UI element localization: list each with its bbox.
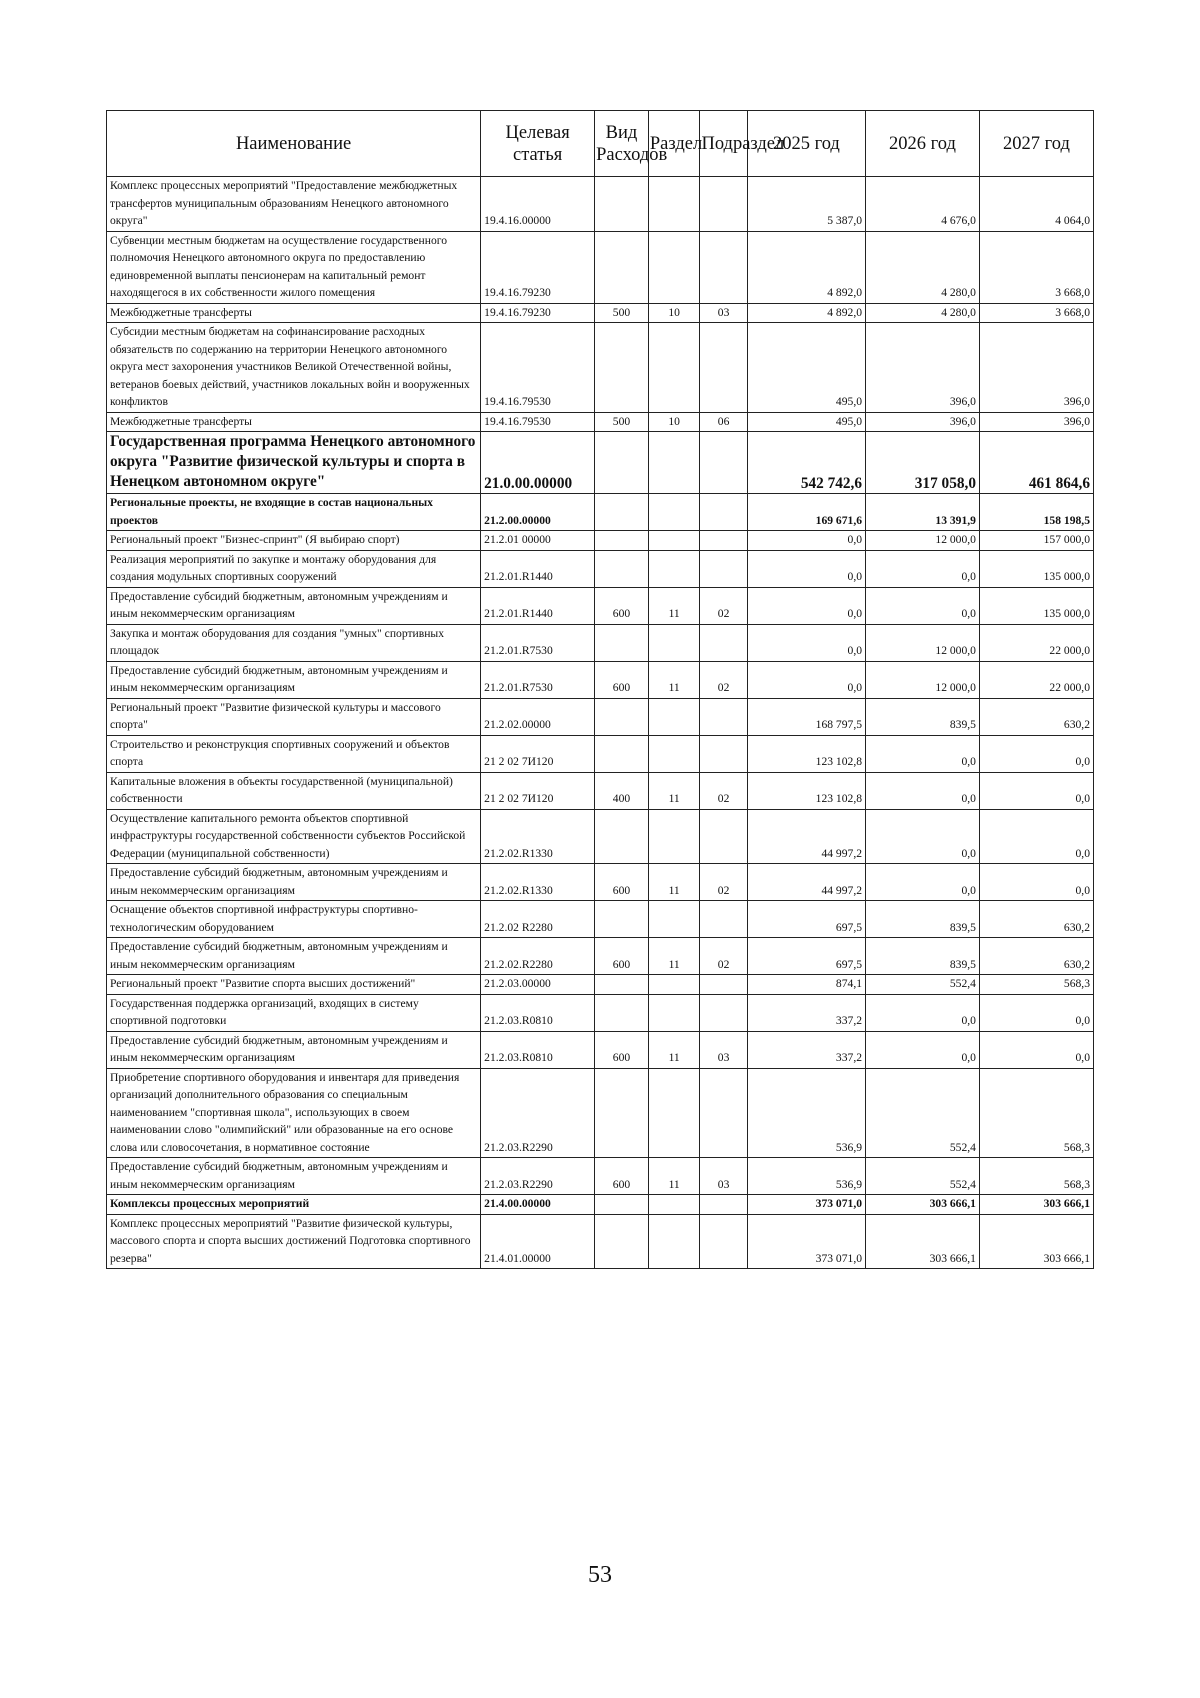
row-2027: 630,2 xyxy=(979,901,1093,938)
row-2025: 874,1 xyxy=(747,975,865,995)
row-podrazdel: 02 xyxy=(700,661,747,698)
row-2027: 568,3 xyxy=(979,1068,1093,1158)
row-2027: 396,0 xyxy=(979,323,1093,413)
row-2027: 135 000,0 xyxy=(979,550,1093,587)
row-razdel: 11 xyxy=(648,772,700,809)
row-2026: 12 000,0 xyxy=(866,661,980,698)
row-name: Капитальные вложения в объекты государственной (муниципальной) собственности xyxy=(107,772,481,809)
row-2026: 0,0 xyxy=(866,864,980,901)
row-2027: 630,2 xyxy=(979,938,1093,975)
row-razdel: 10 xyxy=(648,412,700,432)
row-code: 21.2.01.R1440 xyxy=(481,587,595,624)
row-2027: 630,2 xyxy=(979,698,1093,735)
table-row xyxy=(107,177,1094,232)
row-2027: 0,0 xyxy=(979,735,1093,772)
row-razdel xyxy=(648,698,700,735)
row-vid: 600 xyxy=(595,864,649,901)
row-podrazdel xyxy=(700,994,747,1031)
row-2025: 123 102,8 xyxy=(747,772,865,809)
row-name: Закупка и монтаж оборудования для создания "умных" спортивных площадок xyxy=(107,624,481,661)
row-2027: 303 666,1 xyxy=(979,1214,1093,1269)
row-vid: 400 xyxy=(595,772,649,809)
row-razdel xyxy=(648,1214,700,1269)
row-vid xyxy=(595,1195,649,1215)
row-podrazdel: 02 xyxy=(700,938,747,975)
row-code: 21.2.03.R2290 xyxy=(481,1158,595,1195)
row-vid xyxy=(595,975,649,995)
row-name: Предоставление субсидий бюджетным, автономным учреждениям и иным некоммерческим организациям xyxy=(107,1158,481,1195)
row-code: 21 2 02 7И120 xyxy=(481,735,595,772)
table-row xyxy=(107,432,1094,494)
header-target: Целевая статья xyxy=(481,111,595,177)
row-vid: 600 xyxy=(595,661,649,698)
row-2027: 158 198,5 xyxy=(979,494,1093,531)
row-podrazdel: 06 xyxy=(700,412,747,432)
row-code: 21.2.02.00000 xyxy=(481,698,595,735)
page-number: 53 xyxy=(588,1562,612,1588)
row-code: 21.2.02.R1330 xyxy=(481,809,595,864)
row-podrazdel: 03 xyxy=(700,1031,747,1068)
row-razdel xyxy=(648,531,700,551)
row-code: 19.4.16.79230 xyxy=(481,231,595,303)
table-row xyxy=(107,550,1094,587)
row-2026: 552,4 xyxy=(866,1158,980,1195)
table-header-row xyxy=(107,111,1094,177)
row-2026: 0,0 xyxy=(866,772,980,809)
row-2026: 317 058,0 xyxy=(866,432,980,494)
row-vid: 500 xyxy=(595,303,649,323)
row-razdel xyxy=(648,975,700,995)
row-name: Приобретение спортивного оборудования и инвентаря для приведения организаций дополнительного образования со специальным наименованием "спортивная школа", использующих в своем наименовании слово "олимпийский" или образованные на его основе слова или словосочетания, в нормативное состояние xyxy=(107,1068,481,1158)
row-podrazdel xyxy=(700,901,747,938)
row-code: 21.4.01.00000 xyxy=(481,1214,595,1269)
row-vid xyxy=(595,231,649,303)
row-code: 19.4.16.79230 xyxy=(481,303,595,323)
row-name: Субсидии местным бюджетам на софинансирование расходных обязательств по содержанию на территории Ненецкого автономного округа мест захоронения участников Великой Отечественной войны, ветеранов боевых действий, участников локальных войн и вооруженных конфликтов xyxy=(107,323,481,413)
row-2025: 5 387,0 xyxy=(747,177,865,232)
row-2027: 3 668,0 xyxy=(979,303,1093,323)
row-razdel xyxy=(648,1195,700,1215)
table-row xyxy=(107,735,1094,772)
row-name: Реализация мероприятий по закупке и монтажу оборудования для создания модульных спортивных сооружений xyxy=(107,550,481,587)
row-2026: 303 666,1 xyxy=(866,1214,980,1269)
header-vid: Вид Расходов xyxy=(595,111,649,177)
row-code: 21.2.03.R2290 xyxy=(481,1068,595,1158)
row-podrazdel xyxy=(700,231,747,303)
row-podrazdel xyxy=(700,494,747,531)
row-vid: 600 xyxy=(595,1158,649,1195)
row-2025: 542 742,6 xyxy=(747,432,865,494)
row-code: 21.2.01.R1440 xyxy=(481,550,595,587)
row-razdel: 11 xyxy=(648,864,700,901)
row-code: 21.0.00.00000 xyxy=(481,432,595,494)
row-razdel xyxy=(648,994,700,1031)
row-name: Комплекс процессных мероприятий "Предоставление межбюджетных трансфертов муниципальным образованиям Ненецкого автономного округа" xyxy=(107,177,481,232)
table-row xyxy=(107,809,1094,864)
table-row xyxy=(107,1214,1094,1269)
row-vid xyxy=(595,735,649,772)
row-name: Региональный проект "Бизнес-спринт" (Я выбираю спорт) xyxy=(107,531,481,551)
row-2027: 0,0 xyxy=(979,809,1093,864)
table-row xyxy=(107,1158,1094,1195)
row-vid xyxy=(595,624,649,661)
row-2025: 4 892,0 xyxy=(747,303,865,323)
row-2026: 0,0 xyxy=(866,1031,980,1068)
row-2027: 0,0 xyxy=(979,1031,1093,1068)
budget-table xyxy=(106,110,1094,1269)
row-2026: 4 676,0 xyxy=(866,177,980,232)
table-row xyxy=(107,494,1094,531)
header-2026: 2026 год xyxy=(866,111,980,177)
row-2025: 44 997,2 xyxy=(747,809,865,864)
row-2026: 839,5 xyxy=(866,698,980,735)
row-2027: 3 668,0 xyxy=(979,231,1093,303)
row-vid: 600 xyxy=(595,938,649,975)
table-row xyxy=(107,323,1094,413)
row-2026: 4 280,0 xyxy=(866,303,980,323)
row-2025: 337,2 xyxy=(747,1031,865,1068)
row-2025: 0,0 xyxy=(747,624,865,661)
row-razdel xyxy=(648,901,700,938)
row-2025: 536,9 xyxy=(747,1068,865,1158)
row-code: 21.2.03.R0810 xyxy=(481,994,595,1031)
row-2027: 396,0 xyxy=(979,412,1093,432)
row-razdel xyxy=(648,494,700,531)
row-code: 21.2.02 R2280 xyxy=(481,901,595,938)
header-name: Наименование xyxy=(107,111,481,177)
row-razdel xyxy=(648,231,700,303)
header-2027: 2027 год xyxy=(979,111,1093,177)
row-code: 21 2 02 7И120 xyxy=(481,772,595,809)
row-vid xyxy=(595,1214,649,1269)
row-name: Предоставление субсидий бюджетным, автономным учреждениям и иным некоммерческим организациям xyxy=(107,864,481,901)
table-row xyxy=(107,1031,1094,1068)
row-vid xyxy=(595,177,649,232)
row-name: Предоставление субсидий бюджетным, автономным учреждениям и иным некоммерческим организациям xyxy=(107,1031,481,1068)
row-razdel xyxy=(648,432,700,494)
table-row xyxy=(107,864,1094,901)
row-code: 19.4.16.00000 xyxy=(481,177,595,232)
table-row xyxy=(107,231,1094,303)
row-code: 21.2.03.00000 xyxy=(481,975,595,995)
row-2027: 22 000,0 xyxy=(979,624,1093,661)
row-vid: 600 xyxy=(595,587,649,624)
row-vid xyxy=(595,901,649,938)
row-name: Комплексы процессных мероприятий xyxy=(107,1195,481,1215)
row-podrazdel: 03 xyxy=(700,1158,747,1195)
row-2026: 13 391,9 xyxy=(866,494,980,531)
row-code: 19.4.16.79530 xyxy=(481,412,595,432)
row-vid xyxy=(595,432,649,494)
row-podrazdel xyxy=(700,323,747,413)
row-2025: 495,0 xyxy=(747,323,865,413)
row-vid xyxy=(595,994,649,1031)
row-code: 21.4.00.00000 xyxy=(481,1195,595,1215)
row-code: 21.2.01 00000 xyxy=(481,531,595,551)
table-row xyxy=(107,938,1094,975)
row-code: 19.4.16.79530 xyxy=(481,323,595,413)
row-podrazdel xyxy=(700,624,747,661)
row-2025: 0,0 xyxy=(747,531,865,551)
row-2027: 303 666,1 xyxy=(979,1195,1093,1215)
row-vid: 600 xyxy=(595,1031,649,1068)
row-name: Субвенции местным бюджетам на осуществление государственного полномочия Ненецкого автономного округа по предоставлению единовременной выплаты пенсионерам на капитальный ремонт находящегося в их собственности жилого помещения xyxy=(107,231,481,303)
table-row xyxy=(107,661,1094,698)
row-2025: 0,0 xyxy=(747,550,865,587)
row-2025: 0,0 xyxy=(747,661,865,698)
row-2025: 536,9 xyxy=(747,1158,865,1195)
row-2025: 0,0 xyxy=(747,587,865,624)
row-code: 21.2.03.R0810 xyxy=(481,1031,595,1068)
row-vid xyxy=(595,323,649,413)
row-name: Региональный проект "Развитие спорта высших достижений" xyxy=(107,975,481,995)
row-razdel xyxy=(648,550,700,587)
row-razdel: 11 xyxy=(648,1031,700,1068)
row-2027: 0,0 xyxy=(979,994,1093,1031)
row-2026: 396,0 xyxy=(866,323,980,413)
table-row xyxy=(107,1195,1094,1215)
row-2027: 157 000,0 xyxy=(979,531,1093,551)
table-row xyxy=(107,975,1094,995)
row-name: Межбюджетные трансферты xyxy=(107,412,481,432)
header-2025: 2025 год xyxy=(747,111,865,177)
row-2025: 4 892,0 xyxy=(747,231,865,303)
row-2026: 552,4 xyxy=(866,1068,980,1158)
row-2027: 568,3 xyxy=(979,975,1093,995)
table-row xyxy=(107,901,1094,938)
row-2025: 697,5 xyxy=(747,938,865,975)
row-podrazdel xyxy=(700,1068,747,1158)
row-name: Региональный проект "Развитие физической культуры и массового спорта" xyxy=(107,698,481,735)
row-vid: 500 xyxy=(595,412,649,432)
row-2026: 12 000,0 xyxy=(866,531,980,551)
row-podrazdel xyxy=(700,698,747,735)
row-podrazdel: 02 xyxy=(700,864,747,901)
row-code: 21.2.02.R1330 xyxy=(481,864,595,901)
row-podrazdel xyxy=(700,550,747,587)
row-name: Предоставление субсидий бюджетным, автономным учреждениям и иным некоммерческим организациям xyxy=(107,938,481,975)
row-podrazdel xyxy=(700,1195,747,1215)
row-name: Оснащение объектов спортивной инфраструктуры спортивно-технологическим оборудованием xyxy=(107,901,481,938)
row-2025: 373 071,0 xyxy=(747,1195,865,1215)
table-row xyxy=(107,587,1094,624)
row-2027: 568,3 xyxy=(979,1158,1093,1195)
row-code: 21.2.01.R7530 xyxy=(481,661,595,698)
row-podrazdel xyxy=(700,1214,747,1269)
row-podrazdel xyxy=(700,975,747,995)
row-2025: 123 102,8 xyxy=(747,735,865,772)
row-2026: 0,0 xyxy=(866,809,980,864)
row-razdel xyxy=(648,809,700,864)
row-2026: 12 000,0 xyxy=(866,624,980,661)
row-razdel: 11 xyxy=(648,661,700,698)
row-2026: 552,4 xyxy=(866,975,980,995)
row-2025: 697,5 xyxy=(747,901,865,938)
row-2026: 839,5 xyxy=(866,938,980,975)
row-razdel: 11 xyxy=(648,587,700,624)
row-name: Государственная программа Ненецкого автономного округа "Развитие физической культуры и спорта в Ненецком автономном округе" xyxy=(107,432,481,494)
row-razdel xyxy=(648,177,700,232)
row-2026: 303 666,1 xyxy=(866,1195,980,1215)
row-vid xyxy=(595,1068,649,1158)
row-razdel: 11 xyxy=(648,938,700,975)
row-razdel xyxy=(648,323,700,413)
row-2026: 0,0 xyxy=(866,735,980,772)
row-name: Предоставление субсидий бюджетным, автономным учреждениям и иным некоммерческим организациям xyxy=(107,587,481,624)
row-name: Предоставление субсидий бюджетным, автономным учреждениям и иным некоммерческим организациям xyxy=(107,661,481,698)
row-podrazdel xyxy=(700,531,747,551)
row-name: Комплекс процессных мероприятий "Развитие физической культуры, массового спорта и спорта высших достижений Подготовка спортивного резерва" xyxy=(107,1214,481,1269)
table-row xyxy=(107,994,1094,1031)
header-podrazdel: Подраздел xyxy=(700,111,747,177)
row-2026: 839,5 xyxy=(866,901,980,938)
row-2027: 22 000,0 xyxy=(979,661,1093,698)
table-row xyxy=(107,531,1094,551)
row-razdel xyxy=(648,1068,700,1158)
row-2025: 373 071,0 xyxy=(747,1214,865,1269)
row-2025: 44 997,2 xyxy=(747,864,865,901)
row-vid xyxy=(595,698,649,735)
row-podrazdel xyxy=(700,177,747,232)
row-2026: 0,0 xyxy=(866,587,980,624)
row-2025: 337,2 xyxy=(747,994,865,1031)
row-vid xyxy=(595,494,649,531)
row-code: 21.2.00.00000 xyxy=(481,494,595,531)
row-name: Строительство и реконструкция спортивных сооружений и объектов спорта xyxy=(107,735,481,772)
row-name: Осуществление капитального ремонта объектов спортивной инфраструктуры государственной собственности субъектов Российской Федерации (муниципальной собственности) xyxy=(107,809,481,864)
row-code: 21.2.01.R7530 xyxy=(481,624,595,661)
row-podrazdel: 02 xyxy=(700,772,747,809)
row-2025: 168 797,5 xyxy=(747,698,865,735)
row-vid xyxy=(595,809,649,864)
row-2027: 0,0 xyxy=(979,772,1093,809)
table-row xyxy=(107,412,1094,432)
row-2027: 4 064,0 xyxy=(979,177,1093,232)
row-podrazdel xyxy=(700,809,747,864)
row-razdel: 10 xyxy=(648,303,700,323)
row-name: Региональные проекты, не входящие в состав национальных проектов xyxy=(107,494,481,531)
table-row xyxy=(107,772,1094,809)
table-row xyxy=(107,1068,1094,1158)
row-2026: 0,0 xyxy=(866,550,980,587)
row-razdel: 11 xyxy=(648,1158,700,1195)
table-row xyxy=(107,624,1094,661)
table-row xyxy=(107,698,1094,735)
row-2027: 135 000,0 xyxy=(979,587,1093,624)
row-name: Межбюджетные трансферты xyxy=(107,303,481,323)
header-razdel: Раздел xyxy=(648,111,700,177)
row-razdel xyxy=(648,735,700,772)
row-vid xyxy=(595,550,649,587)
row-2027: 0,0 xyxy=(979,864,1093,901)
row-2026: 0,0 xyxy=(866,994,980,1031)
row-2025: 169 671,6 xyxy=(747,494,865,531)
row-podrazdel xyxy=(700,432,747,494)
row-name: Государственная поддержка организаций, входящих в систему спортивной подготовки xyxy=(107,994,481,1031)
row-podrazdel: 03 xyxy=(700,303,747,323)
row-vid xyxy=(595,531,649,551)
row-razdel xyxy=(648,624,700,661)
row-2026: 4 280,0 xyxy=(866,231,980,303)
row-2025: 495,0 xyxy=(747,412,865,432)
row-podrazdel: 02 xyxy=(700,587,747,624)
row-2026: 396,0 xyxy=(866,412,980,432)
table-row xyxy=(107,303,1094,323)
row-code: 21.2.02.R2280 xyxy=(481,938,595,975)
row-podrazdel xyxy=(700,735,747,772)
row-2027: 461 864,6 xyxy=(979,432,1093,494)
